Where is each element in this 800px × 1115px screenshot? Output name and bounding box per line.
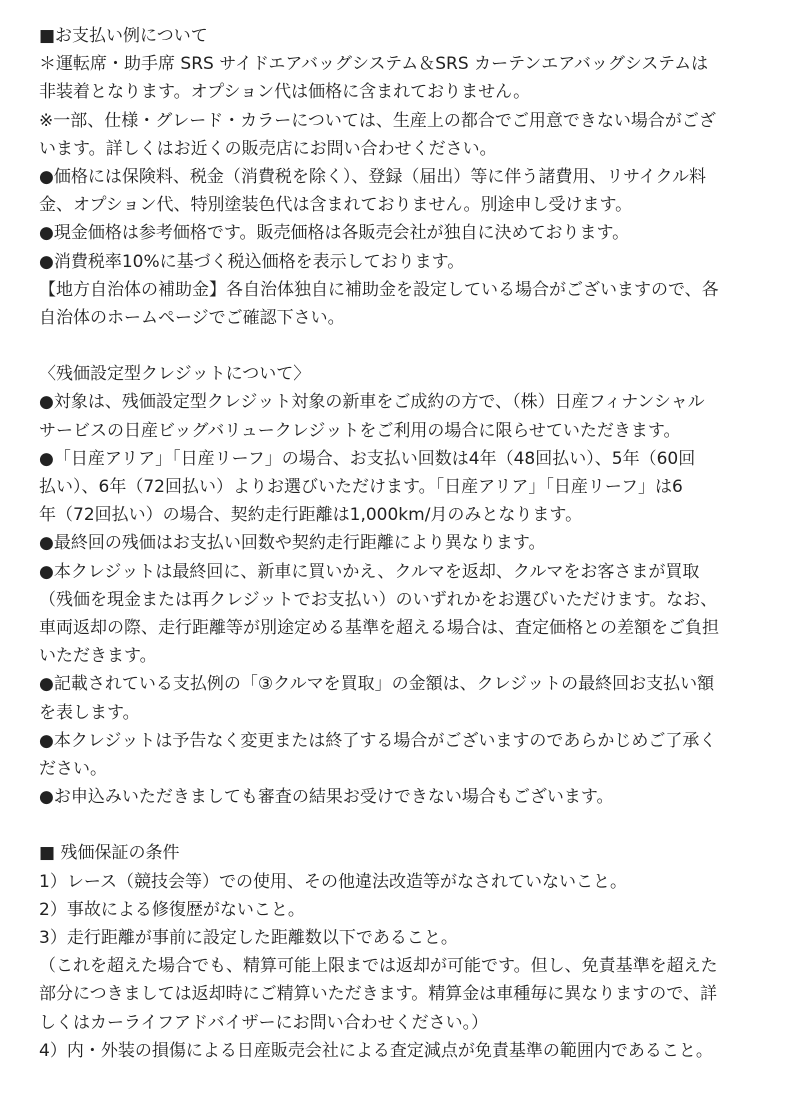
text-line: 【地方自治体の補助金】各自治体独自に補助金を設定している場合がございますので、各	[39, 279, 719, 300]
payment-example-section	[39, 22, 770, 332]
text-line: （これを超えた場合でも、精算可能上限までは返却が可能です。但し、免責基準を超えた	[39, 956, 718, 977]
text-line: 車両返却の際、走行距離等が別途定める基準を超える場合は、査定価格との差額をご負担	[39, 617, 719, 638]
text-line: しくはカーライフアドバイザーにお問い合わせください。）	[39, 1012, 489, 1033]
text-line: ださい。	[39, 758, 107, 779]
residual-credit-section	[39, 360, 770, 811]
text-line: 3）走行距離が事前に設定した距離数以下であること。	[39, 928, 458, 948]
text-line: サービスの日産ビッグバリュークレジットをご利用の場合に限らせていただきます。	[39, 420, 681, 441]
text-line: ●お申込みいただきましても審査の結果お受けできない場合もございます。	[39, 787, 614, 808]
text-line: ●記載されている支払例の「③クルマを買取」の金額は、クレジットの最終回お支払い額	[39, 674, 715, 695]
text-line: ※一部、仕様・グレード・カラーについては、生産上の都合でご用意できない場合がござ	[39, 110, 716, 131]
section-spacer	[39, 332, 770, 360]
text-line: 自治体のホームページでご確認下さい。	[39, 307, 345, 328]
text-line: いただきます。	[39, 646, 157, 667]
text-line: ●対象は、残価設定型クレジット対象の新車をご成約の方で、（株）日産フィナンシャル	[39, 392, 705, 413]
text-line: 払い）、6年（72回払い）よりお選びいただけます。「日産アリア」「日産リーフ」は6	[39, 477, 683, 497]
text-line: を表します。	[39, 702, 140, 723]
text-line: 4）内・外装の損傷による日産販売会社による査定減点が免責基準の範囲内であること。	[39, 1040, 713, 1061]
section-heading-residual-guarantee: ■ 残価保証の条件	[39, 843, 180, 864]
text-line: ＊運転席・助手席 SRS サイドエアバッグシステム＆SRS カーテンエアバッグシステムは	[39, 54, 709, 75]
text-line: 2）事故による修復歴がないこと。	[39, 899, 305, 920]
text-line: 1）レース（競技会等）での使用、その他違法改造等がなされていないこと。	[39, 871, 627, 892]
text-line: ●「日産アリア」「日産リーフ」の場合、お支払い回数は4年（48回払い）、5年（60回	[39, 448, 696, 469]
text-line: 年（72回払い）の場合、契約走行距離は1,000km/月のみとなります。	[39, 505, 583, 526]
section-heading-payment-example: ■お支払い例について	[39, 26, 208, 46]
section-heading-residual-credit: 〈残価設定型クレジットについて〉	[39, 364, 311, 385]
text-line: 金、オプション代、特別塗装色代は含まれておりません。別途申し受けます。	[39, 195, 633, 216]
text-line: ●本クレジットは予告なく変更または終了する場合がございますのであらかじめご了承く	[39, 730, 717, 751]
text-line: います。詳しくはお近くの販売店にお問い合わせください。	[39, 138, 497, 159]
text-line: 部分につきましては返却時にご精算いただきます。精算金は車種毎に異なりますので、詳	[39, 984, 717, 1005]
text-line: （残価を現金または再クレジットでお支払い）のいずれかをお選びいただけます。なお、	[39, 589, 718, 610]
text-line: ●価格には保険料、税金（消費税を除く）、登録（届出）等に伴う諸費用、リサイクル料	[39, 166, 706, 187]
text-line: ●本クレジットは最終回に、新車に買いかえ、クルマを返却、クルマをお客さまが買取	[39, 561, 700, 582]
text-line: ●消費税率10%に基づく税込価格を表示しております。	[39, 251, 465, 272]
text-line: ●最終回の残価はお支払い回数や契約走行距離により異なります。	[39, 533, 546, 554]
text-line: ●現金価格は参考価格です。販売価格は各販売会社が独自に決めております。	[39, 223, 630, 244]
text-line: 非装着となります。オプション代は価格に含まれておりません。	[39, 82, 531, 103]
section-spacer	[39, 811, 770, 839]
residual-guarantee-section	[39, 839, 770, 1065]
